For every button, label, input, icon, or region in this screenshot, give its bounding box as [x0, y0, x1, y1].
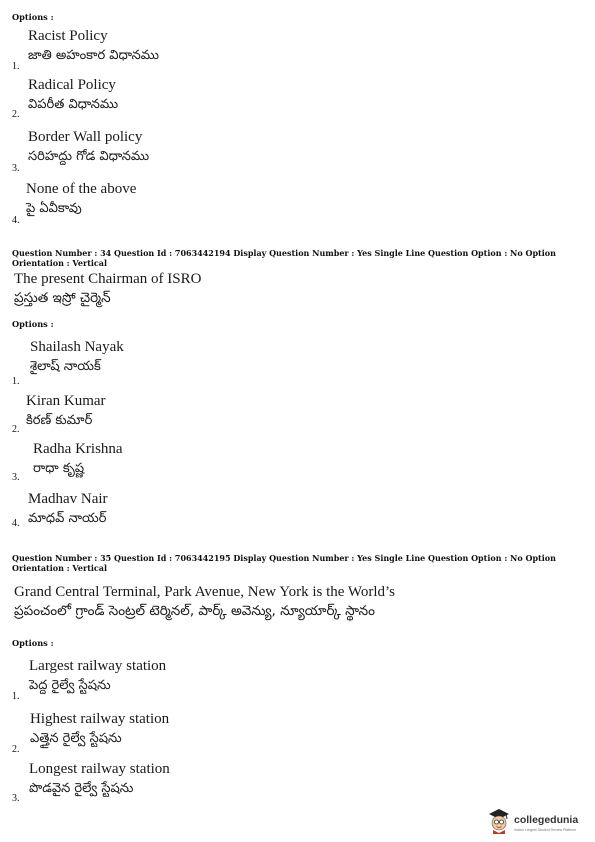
option-number: 3. [12, 472, 20, 483]
collegedunia-logo [488, 808, 588, 838]
question-meta-line: Question Number : 34 Question Id : 7063442194 Display Question Number : Yes Single Line Question Option : No Option [12, 248, 556, 258]
option-text-te: ఎత్తైన రైల్వే స్టేషను [30, 731, 122, 746]
option-number: 2. [12, 109, 20, 120]
option-text-te: విపరీత విధానము [28, 97, 119, 112]
option-number: 3. [12, 793, 20, 804]
option-text-en: Racist Policy [28, 28, 108, 44]
option-text-en: Highest railway station [30, 711, 170, 727]
question-text [14, 584, 395, 621]
option-text-en: Longest railway station [29, 761, 170, 777]
question-meta-line: Question Number : 35 Question Id : 7063442195 Display Question Number : Yes Single Line Question Option : No Option [12, 553, 556, 563]
option-text-te: పెద్ద రైల్వే స్టేషను [29, 678, 111, 693]
question-text-en: The present Chairman of ISRO [14, 271, 202, 287]
option-number: 1. [12, 376, 20, 387]
option-number: 2. [12, 744, 20, 755]
question-meta [12, 248, 587, 268]
option-text-en: Border Wall policy [28, 129, 143, 145]
option-number: 4. [12, 518, 20, 529]
option-number: 4. [12, 215, 20, 226]
option-text-en: Radha Krishna [33, 441, 123, 457]
options-label: Options : [12, 12, 54, 22]
option-text-te: రాధా కృష్ణ [33, 461, 85, 476]
option-text-en: Radical Policy [28, 77, 116, 93]
question-meta [12, 553, 587, 573]
question-text-te: ప్రపంచంలో గ్రాండ్ సెంట్రల్ టెర్మినల్, పార్క్ అవెన్యు, న్యూయార్క్ స్థానం [14, 603, 375, 619]
question-meta-line: Orientation : Vertical [12, 258, 108, 268]
question-meta-line: Orientation : Vertical [12, 563, 108, 573]
question-text [14, 271, 201, 308]
graduate-mascot-icon [488, 808, 510, 834]
option-text-te: శైలాష్ నాయక్ [30, 359, 101, 374]
question-text-en: Grand Central Terminal, Park Avenue, New York is the World’s [14, 584, 396, 600]
question-text-te: ప్రస్తుత ఇస్రో చైర్మెన్ [14, 290, 111, 306]
options-label: Options : [12, 319, 54, 329]
option-text-te: కిరణ్ కుమార్ [26, 413, 93, 428]
option-number: 1. [12, 691, 20, 702]
options-label: Options : [12, 638, 54, 648]
option-text-en: Kiran Kumar [26, 393, 106, 409]
option-text-en: None of the above [26, 181, 137, 197]
option-text-te: పై ఏవీకావు [26, 201, 82, 216]
option-text-en: Largest railway station [29, 658, 167, 674]
option-text-te: సరిహద్దు గోడ విధానము [28, 149, 150, 164]
option-number: 1. [12, 61, 20, 72]
option-number: 3. [12, 163, 20, 174]
logo-tagline: India's Largest Student Review Platform [514, 828, 577, 832]
option-text-te: జాతి అహంకార విధానము [28, 48, 160, 63]
option-text-en: Shailash Nayak [30, 339, 124, 355]
option-text-te: మాధవ్ నాయర్ [28, 511, 107, 526]
option-text-en: Madhav Nair [28, 491, 108, 507]
option-text-te: పొడవైన రైల్వే స్టేషను [29, 781, 134, 796]
option-number: 2. [12, 424, 20, 435]
logo-name: collegedunia [514, 814, 579, 826]
